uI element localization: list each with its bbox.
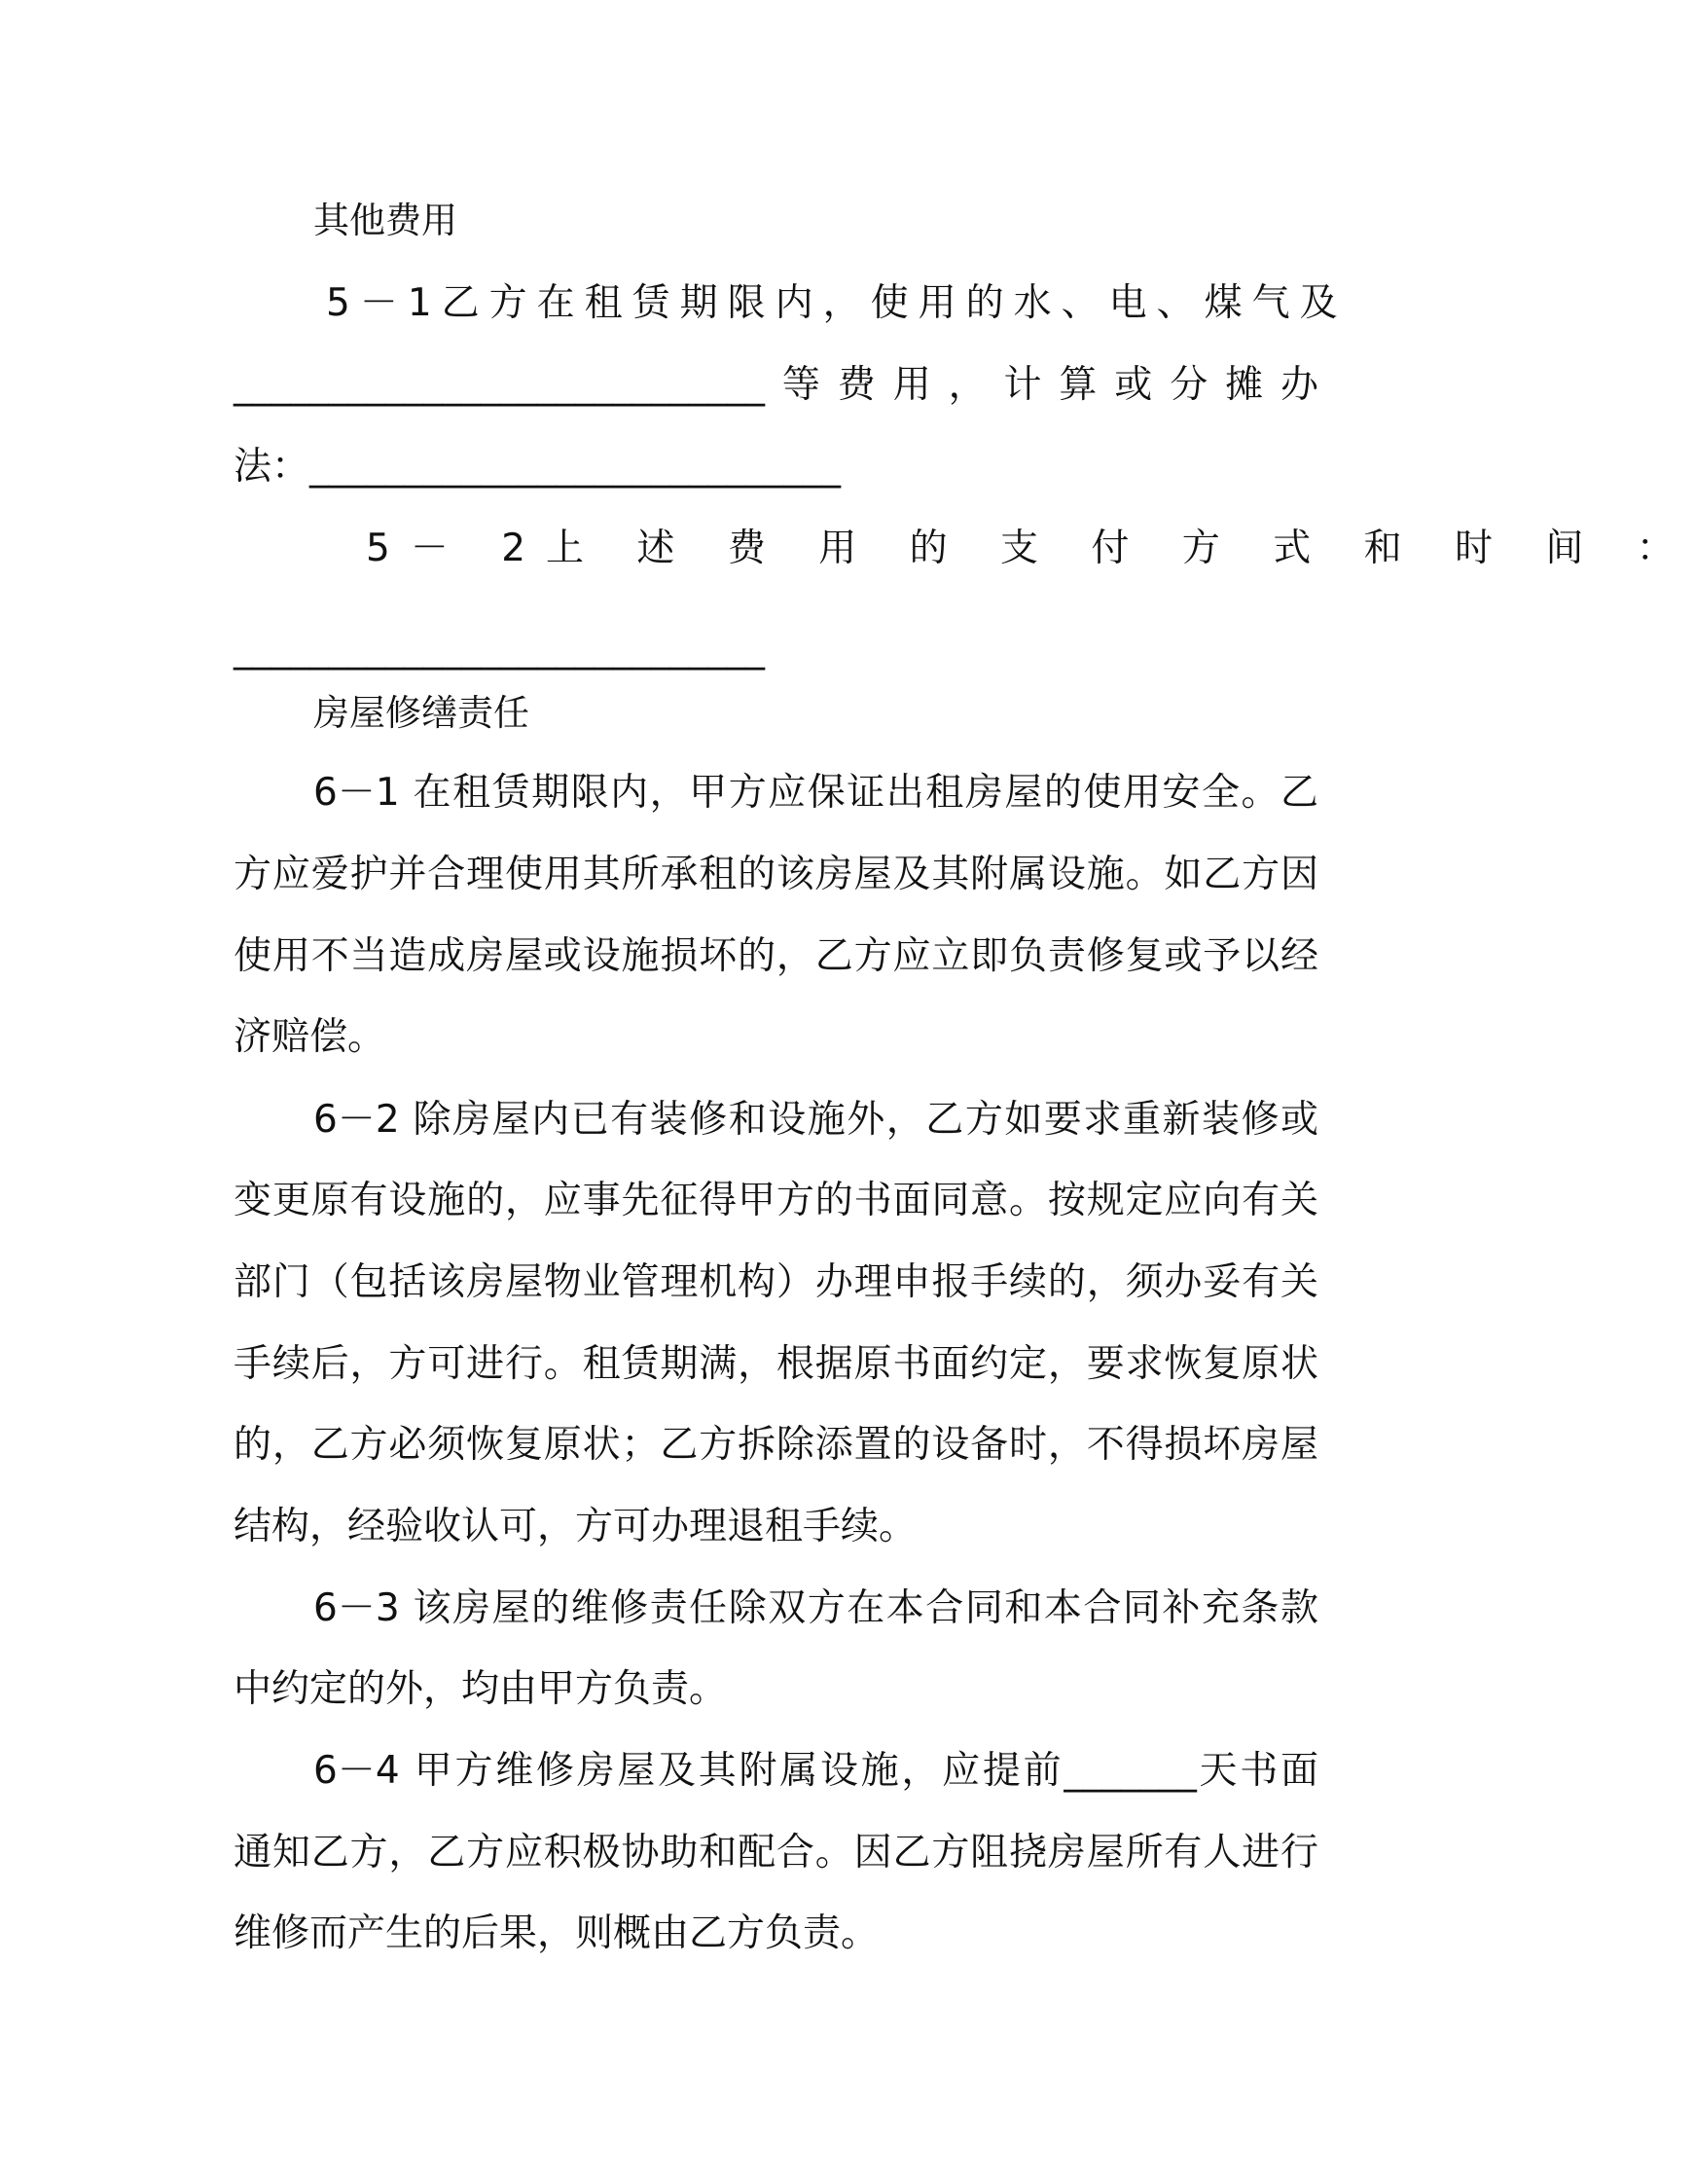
clause-5-1-line-1: 5－1乙方在租赁期限内，使用的水、电、煤气及 [326,281,1348,325]
clause-6-4-line-3: 维修而产生的后果，则概由乙方负责。 [234,1911,880,1955]
clause-6-2-line-4: 手续后，方可进行。租赁期满，根据原书面约定，要求恢复原状 [234,1342,1318,1386]
clause-6-4-line-1: 6－4 甲方维修房屋及其附属设施，应提前_______天书面 [313,1749,1318,1793]
clause-6-1-line-1: 6－1 在租赁期限内，甲方应保证出租房屋的使用安全。乙 [313,771,1318,815]
clause-6-2-line-2: 变更原有设施的，应事先征得甲方的书面同意。按规定应向有关 [234,1179,1318,1222]
clause-6-3-line-1: 6－3 该房屋的维修责任除双方在本合同和本合同补充条款 [313,1586,1318,1630]
clause-6-2-line-1: 6－2 除房屋内已有装修和设施外，乙方如要求重新装修或 [313,1098,1318,1142]
clause-6-2-line-5: 的，乙方必须恢复原状；乙方拆除添置的设备时，不得损坏房屋 [234,1423,1318,1467]
clause-6-4-line-2: 通知乙方，乙方应积极协助和配合。因乙方阻挠房屋所有人进行 [234,1831,1318,1875]
clause-6-2-line-3: 部门（包括该房屋物业管理机构）办理申报手续的，须办妥有关 [234,1260,1318,1304]
clause-6-1-line-2: 方应爱护并合理使用其所承租的该房屋及其附属设施。如乙方因 [234,853,1318,896]
clause-6-1-line-3: 使用不当造成房屋或设施损坏的，乙方应立即负责修复或予以经 [234,934,1318,978]
clause-6-2-line-6: 结构，经验收认可，方可办理退租手续。 [234,1505,918,1548]
clause-6-3-line-2: 中约定的外，均由甲方负责。 [234,1667,728,1711]
clause-5-2-line-1: 5－ 2上 述 费 用 的 支 付 方 式 和 时 间 ： [366,527,1695,570]
section-title-other-fees: 其他费用 [313,200,457,241]
clause-6-1-line-4: 济赔偿。 [234,1015,386,1059]
clause-5-1-line-2: ____________________________等费用，计算或分摊办 [234,363,1318,407]
clause-5-1-line-3: 法：____________________________ [234,445,842,489]
section-title-repair-responsibility: 房屋修缮责任 [313,692,529,734]
clause-5-2-line-2: ____________________________ [234,627,765,671]
